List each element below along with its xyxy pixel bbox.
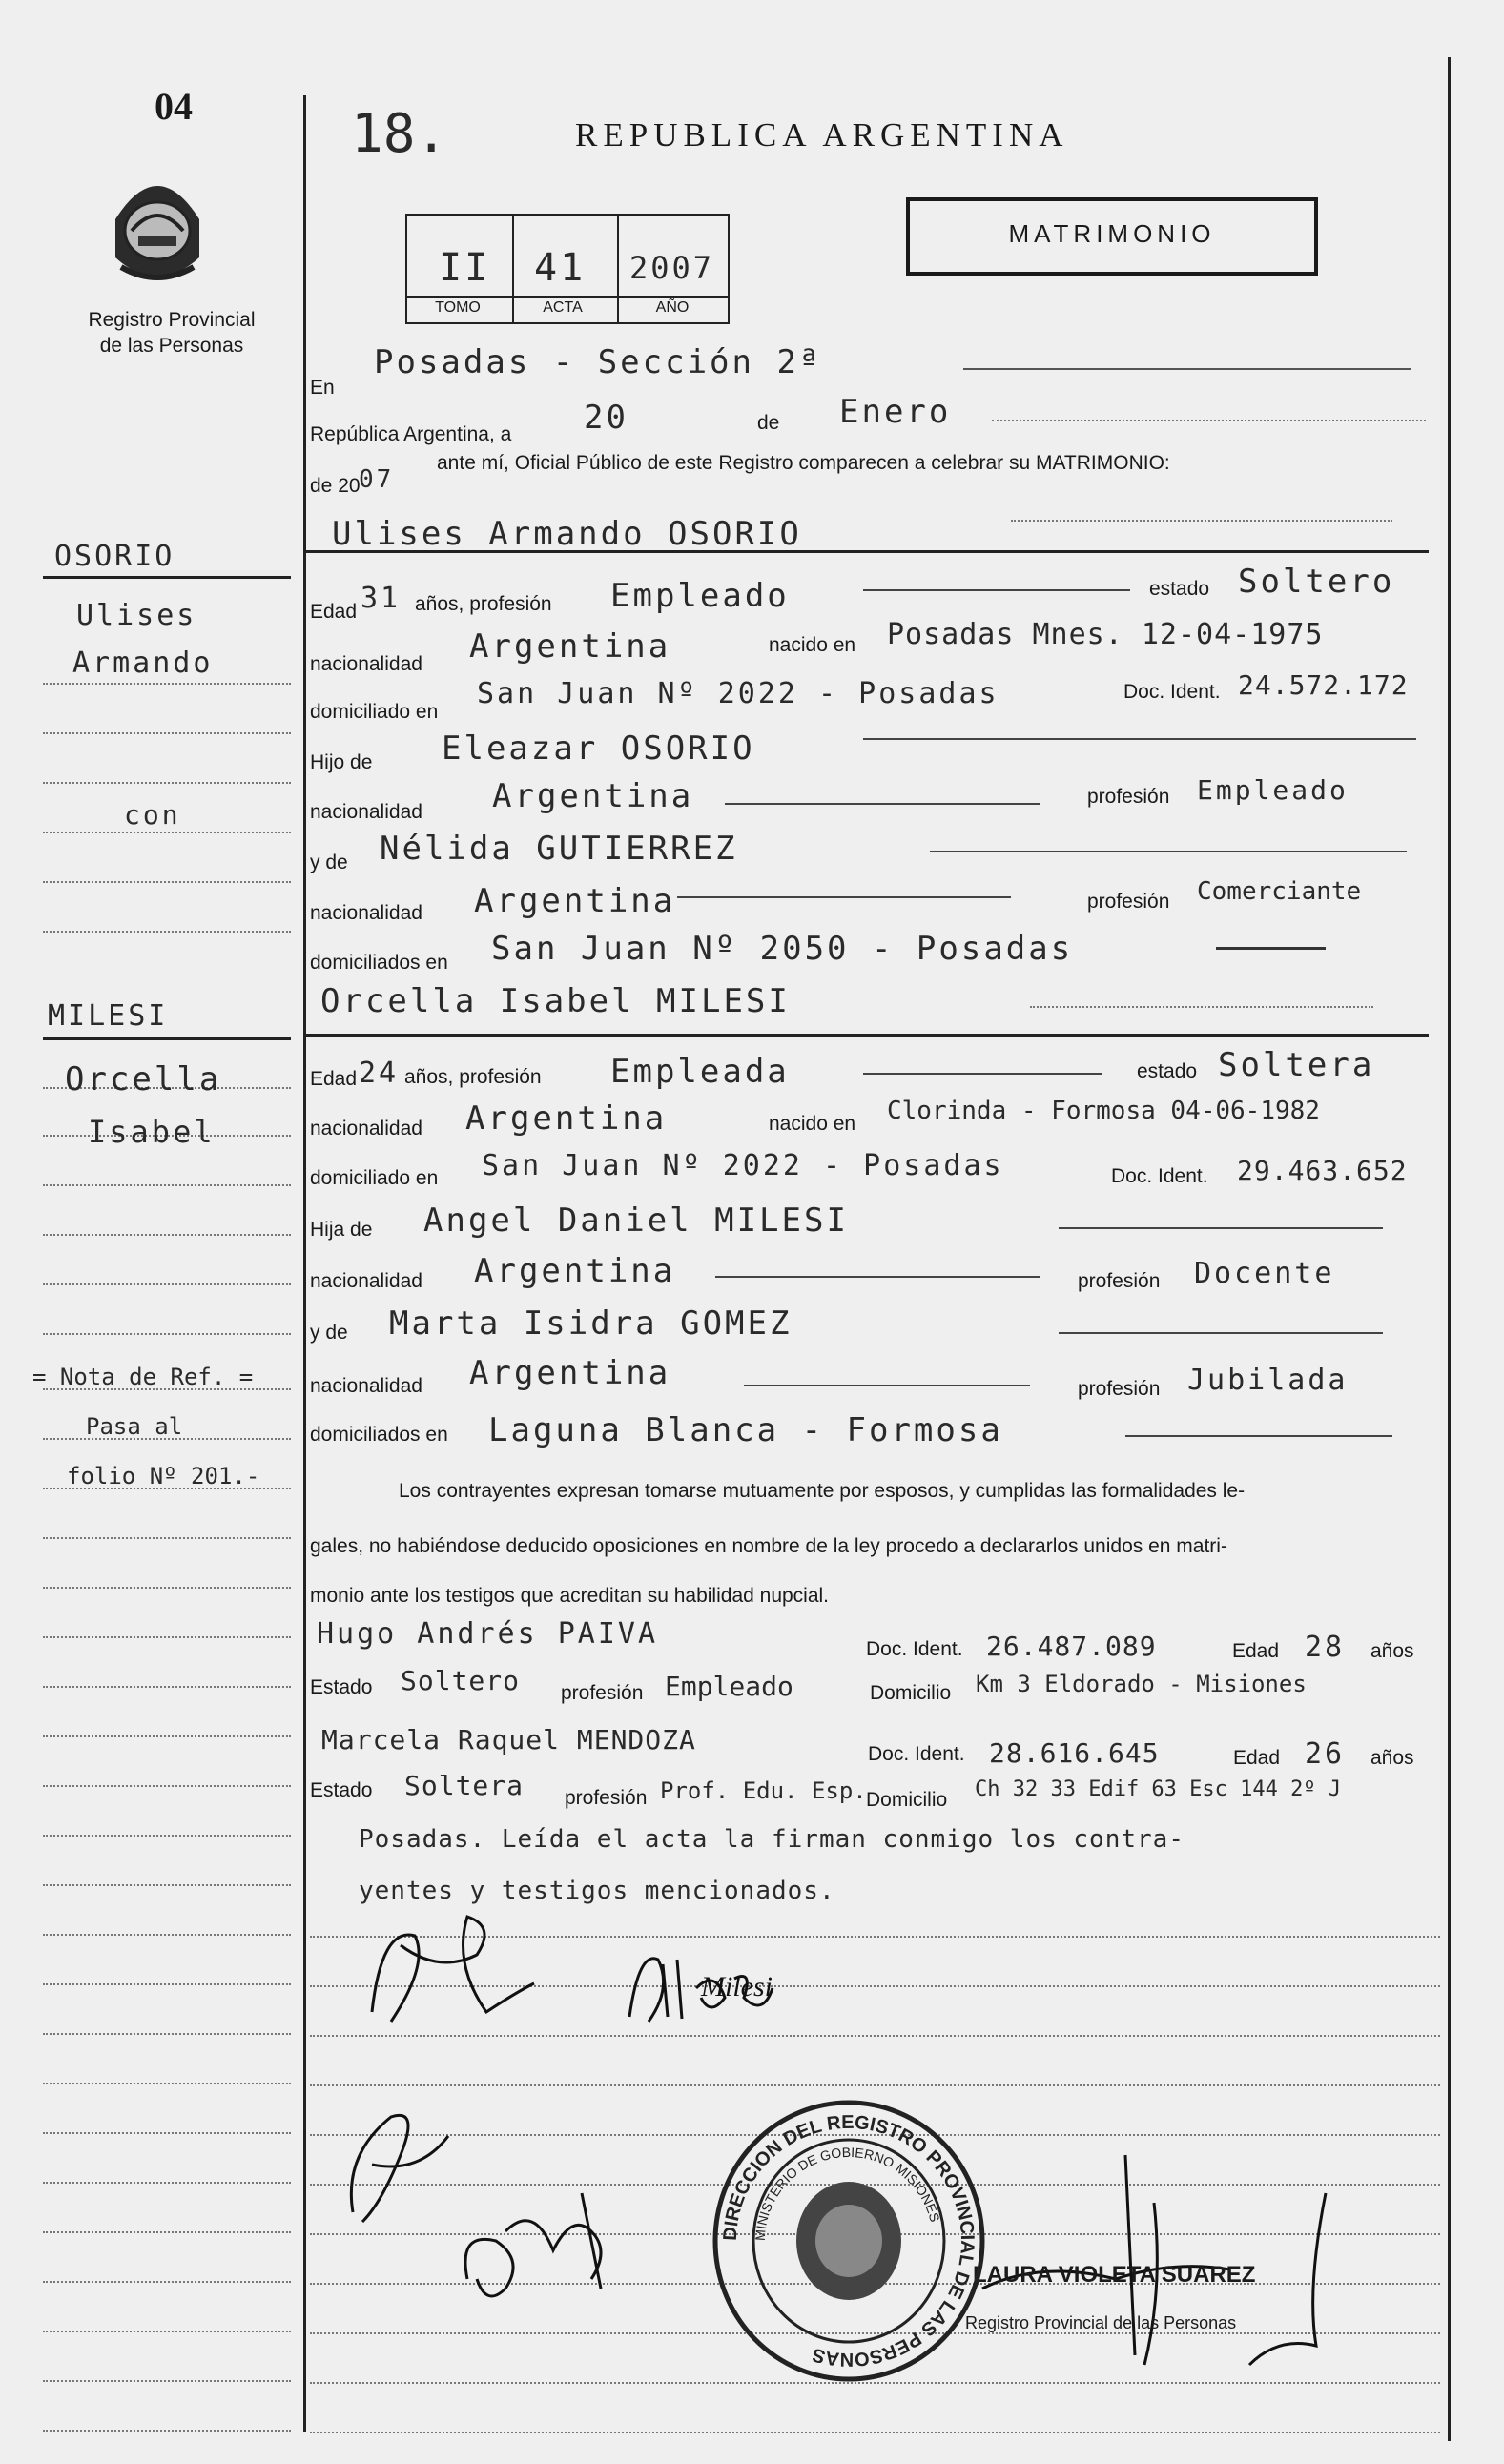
groom-father-nac-line <box>725 803 1040 805</box>
groom-name-line <box>1011 520 1392 522</box>
groom-father-prof-value: Empleado <box>1197 774 1349 806</box>
right-frame-line <box>1448 57 1451 2441</box>
acta-value: 41 <box>534 246 587 290</box>
left-frame-line <box>303 95 306 2432</box>
bride-nacido-label: nacido en <box>769 1113 856 1135</box>
margin-ruled-line <box>43 2331 291 2332</box>
bride-mother-nac-line <box>744 1385 1030 1386</box>
margin-groom-given2: Armando <box>72 647 214 680</box>
witness1-estado-label: Estado <box>310 1676 373 1698</box>
groom-mother-name: Nélida GUTIERREZ <box>380 830 738 868</box>
month-value: Enero <box>839 393 952 431</box>
bride-doc-value: 29.463.652 <box>1237 1155 1408 1186</box>
bride-yde-label: y de <box>310 1322 348 1344</box>
groom-domicilio-value: San Juan Nº 2022 - Posadas <box>477 677 999 710</box>
groom-nacido-value: Posadas Mnes. 12-04-1975 <box>887 618 1324 651</box>
margin-ruled-line <box>43 832 291 833</box>
bride-name-line <box>1030 1006 1373 1008</box>
groom-father-name: Eleazar OSORIO <box>442 729 755 768</box>
witness1-edad-label: Edad <box>1232 1640 1280 1662</box>
witness1-edad-value: 28 <box>1305 1631 1346 1664</box>
witness2-domicilio-value: Ch 32 33 Edif 63 Esc 144 2º J <box>975 1777 1342 1801</box>
groom-yde-label: y de <box>310 852 348 873</box>
bride-father-nac-line <box>715 1276 1040 1278</box>
groom-father-nac-value: Argentina <box>492 777 694 815</box>
groom-edad-value: 31 <box>361 582 402 615</box>
margin-bride-given1: Orcella <box>65 1060 222 1099</box>
witness1-domicilio-label: Domicilio <box>870 1682 952 1704</box>
stamp-inner-text: MINISTERIO DE GOBIERNO MISIONES <box>752 2144 943 2242</box>
witness2-estado-value: Soltera <box>404 1770 525 1801</box>
bride-domiciliados-label: domiciliados en <box>310 1424 448 1446</box>
bride-edad-label: Edad <box>310 1068 358 1090</box>
groom-profesion-line <box>863 589 1130 591</box>
official-title: Registro Provincial de las Personas <box>965 2313 1237 2332</box>
witness2-domicilio-label: Domicilio <box>866 1789 948 1811</box>
record-type-label: MATRIMONIO <box>1008 219 1216 248</box>
closing-line2: yentes y testigos mencionados. <box>359 1877 835 1905</box>
margin-ruled-line <box>43 1587 291 1589</box>
republica-label: República Argentina, a <box>310 423 512 445</box>
folio-mark: 18. <box>351 103 448 165</box>
margin-ruled-line <box>43 1636 291 1638</box>
bride-father-line <box>1059 1227 1383 1229</box>
witness2-name: Marcela Raquel MENDOZA <box>321 1724 696 1756</box>
sheet-number: 04 <box>155 85 193 128</box>
place-line <box>963 368 1411 370</box>
groom-parents-line <box>1216 947 1326 950</box>
margin-ruled-line <box>43 1835 291 1837</box>
closing-line1: Posadas. Leída el acta la firman conmigo los contra- <box>359 1825 1185 1854</box>
bride-signature-icon <box>620 1931 792 2041</box>
witness1-profesion-label: profesión <box>561 1682 644 1704</box>
bride-hija-label: Hija de <box>310 1219 373 1241</box>
bride-divider <box>303 1034 1429 1037</box>
margin-ruled-line <box>43 2231 291 2233</box>
margin-ruled-line <box>43 1884 291 1886</box>
bride-full-name: Orcella Isabel MILESI <box>320 982 791 1020</box>
year-value: 07 <box>359 465 395 494</box>
witness2-profesion-value: Prof. Edu. Esp. <box>660 1777 867 1804</box>
witness2-edad-label: Edad <box>1233 1747 1281 1769</box>
groom-nacionalidad-label: nacionalidad <box>310 653 422 675</box>
groom-profesion-value: Empleado <box>610 577 790 615</box>
groom-mother-prof-value: Comerciante <box>1197 877 1362 906</box>
bride-father-nac-value: Argentina <box>474 1252 676 1290</box>
groom-mother-line <box>930 851 1407 852</box>
margin-ruled-line <box>43 881 291 883</box>
registry-name-line2: de las Personas <box>99 335 244 357</box>
bride-mother-nac-value: Argentina <box>469 1354 671 1392</box>
margin-ruled-line <box>43 683 291 685</box>
bride-edad-value: 24 <box>359 1057 400 1090</box>
margin-ruled-line <box>43 1686 291 1688</box>
margin-ruled-line <box>43 1983 291 1985</box>
witness2-profesion-label: profesión <box>565 1787 648 1809</box>
bride-profesion-line <box>863 1073 1102 1075</box>
margin-note-line1: = Nota de Ref. = <box>32 1364 254 1390</box>
official-name: LAURA VIOLETA SUAREZ <box>973 2262 1256 2288</box>
bride-nacido-value: Clorinda - Formosa 04-06-1982 <box>887 1097 1320 1125</box>
margin-ruled-line <box>43 1184 291 1186</box>
groom-hijo-label: Hijo de <box>310 751 373 773</box>
margin-ruled-line <box>43 2380 291 2382</box>
witness1-signature-icon <box>334 2098 467 2236</box>
bride-mother-name: Marta Isidra GOMEZ <box>389 1304 793 1343</box>
ano-value: 2007 <box>629 250 715 286</box>
en-label: En <box>310 377 335 399</box>
bride-parents-line <box>1125 1435 1392 1437</box>
tomo-label: TOMO <box>435 299 481 316</box>
margin-ruled-line <box>43 1537 291 1539</box>
margin-ruled-line <box>43 1785 291 1787</box>
month-line <box>992 420 1426 421</box>
place-value: Posadas - Sección 2ª <box>374 343 822 381</box>
bride-estado-label: estado <box>1137 1060 1198 1082</box>
bride-father-prof-label: profesión <box>1078 1270 1161 1292</box>
province-emblem-icon <box>108 162 207 294</box>
groom-full-name: Ulises Armando OSORIO <box>332 515 802 553</box>
witness2-doc-value: 28.616.645 <box>989 1737 1160 1769</box>
margin-ruled-line <box>43 1934 291 1936</box>
margin-ruled-line <box>43 1333 291 1335</box>
groom-edad-label: Edad <box>310 601 358 623</box>
registry-name-line1: Registro Provincial <box>88 309 256 331</box>
groom-mother-nac-value: Argentina <box>474 882 676 920</box>
margin-bride-given2: Isabel <box>88 1114 216 1150</box>
groom-mother-nac-line <box>677 896 1011 898</box>
margin-ruled-line <box>43 1283 291 1285</box>
witness1-estado-value: Soltero <box>401 1665 521 1696</box>
groom-domiciliados-label: domiciliados en <box>310 952 448 974</box>
margin-note-line2: Pasa al <box>86 1413 183 1440</box>
official-stamp-icon <box>706 2098 992 2384</box>
witness2-doc-label: Doc. Ident. <box>868 1743 965 1765</box>
bride-estado-value: Soltera <box>1218 1046 1375 1084</box>
bride-mother-prof-value: Jubilada <box>1187 1364 1349 1397</box>
bride-mother-prof-label: profesión <box>1078 1378 1161 1400</box>
year-prefix: de 20 <box>310 475 361 497</box>
groom-domicilio-label: domiciliado en <box>310 701 439 723</box>
declaration-line2: gales, no habiéndose deducido oposiciones en nombre de la ley procedo a declararlos unidos en matri- <box>310 1535 1227 1557</box>
witness1-profesion-value: Empleado <box>665 1671 793 1702</box>
margin-ruled-line <box>43 2182 291 2184</box>
bride-father-nac-label: nacionalidad <box>310 1270 422 1292</box>
intro-statement: ante mí, Oficial Público de este Registro comparecen a celebrar su MATRIMONIO: <box>437 452 1170 474</box>
witness2-edad-value: 26 <box>1305 1737 1346 1771</box>
day-value: 20 <box>584 399 628 437</box>
groom-estado-value: Soltero <box>1238 563 1395 601</box>
de-label: de <box>757 412 780 434</box>
groom-father-prof-label: profesión <box>1087 786 1170 808</box>
margin-ruled-line <box>43 1234 291 1236</box>
groom-mother-prof-label: profesión <box>1087 891 1170 913</box>
witness1-domicilio-value: Km 3 Eldorado - Misiones <box>976 1671 1307 1697</box>
ruled-line <box>310 2084 1440 2086</box>
bride-mother-nac-label: nacionalidad <box>310 1375 422 1397</box>
acta-label: ACTA <box>543 299 583 316</box>
groom-father-line <box>863 738 1416 740</box>
margin-ruled-line <box>43 2033 291 2035</box>
witness1-doc-label: Doc. Ident. <box>866 1638 963 1660</box>
margin-ruled-line <box>43 1735 291 1737</box>
groom-mother-nac-label: nacionalidad <box>310 902 422 924</box>
groom-nacionalidad-value: Argentina <box>469 627 671 666</box>
witness2-anos-label: años <box>1370 1747 1414 1769</box>
witness2-estado-label: Estado <box>310 1779 373 1801</box>
groom-nacido-label: nacido en <box>769 634 856 656</box>
groom-divider <box>303 550 1429 553</box>
bride-father-name: Angel Daniel MILESI <box>423 1201 849 1240</box>
groom-estado-label: estado <box>1149 578 1210 600</box>
bride-father-prof-value: Docente <box>1194 1257 1335 1290</box>
margin-ruled-line <box>43 2083 291 2084</box>
bride-parents-domicile: Laguna Blanca - Formosa <box>488 1411 1003 1449</box>
bride-profesion-label: años, profesión <box>404 1066 542 1088</box>
tomo-value: II <box>439 246 491 290</box>
ruled-line <box>310 2432 1440 2433</box>
margin-groom-surname: OSORIO <box>54 540 175 573</box>
declaration-line3: monio ante los testigos que acreditan su habilidad nupcial. <box>310 1585 830 1607</box>
margin-ruled-line <box>43 2281 291 2283</box>
bride-signature-text: Milesi <box>701 1971 773 2002</box>
groom-doc-label: Doc. Ident. <box>1123 681 1221 703</box>
bride-nacionalidad-label: nacionalidad <box>310 1118 422 1140</box>
margin-ruled-line <box>43 732 291 734</box>
stamp-outer-text: DIRECCION DEL REGISTRO PROVINCIAL DE LAS PERSONAS <box>719 2111 979 2371</box>
margin-note-line3: folio Nº 201.- <box>67 1463 260 1489</box>
bride-nacionalidad-value: Argentina <box>465 1099 668 1138</box>
margin-groom-given1: Ulises <box>76 599 197 632</box>
bride-domicilio-value: San Juan Nº 2022 - Posadas <box>482 1149 1004 1182</box>
header-title: REPUBLICA ARGENTINA <box>575 116 1069 154</box>
margin-ruled-line <box>43 2132 291 2134</box>
margin-ruled-line <box>43 782 291 784</box>
groom-parents-domicile: San Juan Nº 2050 - Posadas <box>491 930 1074 968</box>
groom-father-nac-label: nacionalidad <box>310 801 422 823</box>
witness2-signature-icon <box>448 2174 629 2322</box>
groom-profesion-label: años, profesión <box>415 593 552 615</box>
groom-signature-icon <box>362 1907 553 2045</box>
groom-doc-value: 24.572.172 <box>1238 669 1409 701</box>
witness1-anos-label: años <box>1370 1640 1414 1662</box>
witness1-doc-value: 26.487.089 <box>986 1631 1157 1662</box>
witness1-name: Hugo Andrés PAIVA <box>317 1617 659 1651</box>
margin-ruled-line <box>43 931 291 933</box>
bride-profesion-value: Empleada <box>610 1053 790 1091</box>
bride-mother-line <box>1059 1332 1383 1334</box>
bride-doc-label: Doc. Ident. <box>1111 1165 1208 1187</box>
declaration-line1: Los contrayentes expresan tomarse mutuamente por esposos, y cumplidas las formalidades le- <box>399 1480 1246 1502</box>
margin-bride-divider <box>43 1037 291 1040</box>
margin-groom-divider <box>43 576 291 579</box>
margin-groom-con: con <box>124 799 181 831</box>
margin-ruled-line <box>43 2430 291 2432</box>
ano-label: AÑO <box>655 299 690 316</box>
margin-bride-surname: MILESI <box>48 999 169 1033</box>
bride-domicilio-label: domiciliado en <box>310 1167 439 1189</box>
